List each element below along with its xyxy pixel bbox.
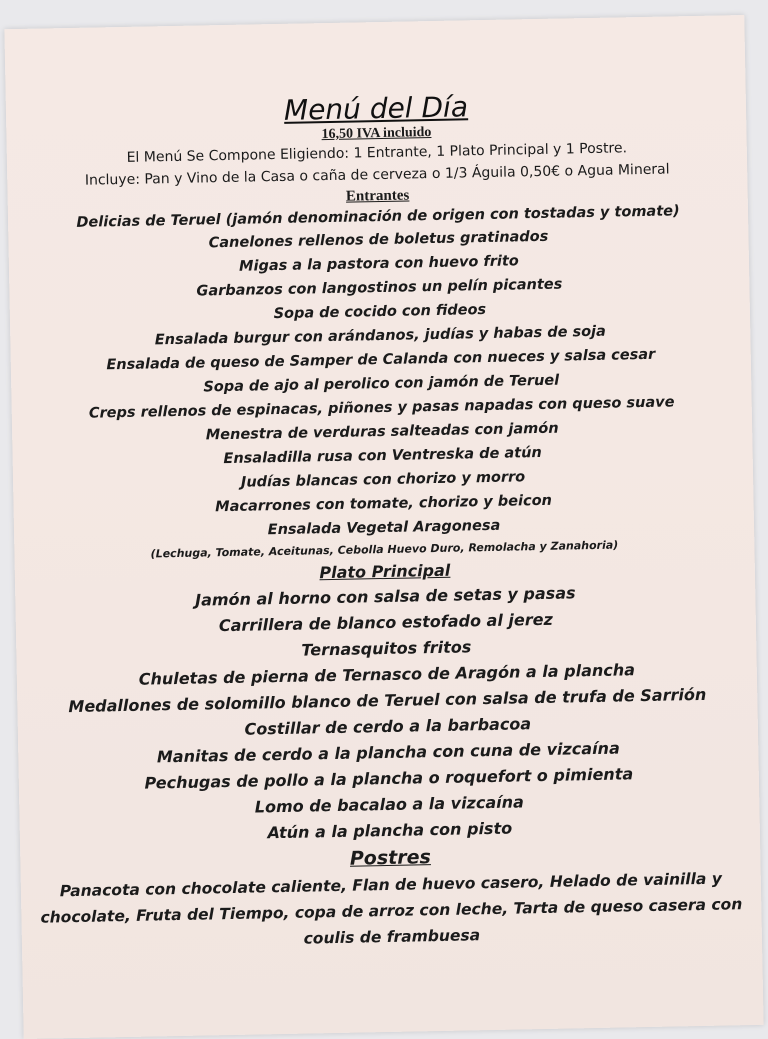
entrante-item: Judías blancas con chorizo y morro (240, 469, 526, 491)
principal-item: Jamón al horno con salsa de setas y pasas (194, 583, 576, 610)
postres-heading: Postres (349, 846, 432, 870)
entrante-item: Ensalada de queso de Samper de Calanda con nueces y salsa cesar (106, 346, 656, 374)
principal-item: Costillar de cerdo a la barbacoa (244, 714, 532, 739)
principal-heading: Plato Principal (319, 560, 451, 583)
principal-item: Medallones de solomillo blanco de Teruel con salsa de trufa de Sarrión (68, 684, 707, 717)
entrante-item: Garbanzos con langostinos un pelín picantes (196, 276, 563, 300)
menu-price: 16,50 IVA incluido (321, 125, 432, 143)
entrante-item: Macarrones con tomate, chorizo y beicon (215, 492, 553, 516)
menu-content (6, 85, 762, 957)
principal-item: Carrillera de blanco estofado al jerez (218, 609, 553, 636)
principal-item: Pechugas de pollo a la plancha o roquefort o pimienta (144, 764, 634, 793)
principal-item: Chuletas de pierna de Ternasco de Aragón a la plancha (138, 660, 636, 689)
postres-text: Panacota con chocolate caliente, Flan de huevo casero, Helado de vainilla y chocolate, Fruta del Tiempo, copa de arroz con leche, Tarta de queso casera con coulis de frambuesa (40, 869, 743, 948)
entrante-item: Delicias de Teruel (jamón denominación de origen con tostadas y tomate) (76, 203, 680, 231)
principal-item: Ternasquitos fritos (301, 637, 472, 660)
principal-item: Lomo de bacalao a la vizcaína (254, 792, 525, 817)
menu-intro-includes: Incluye: Pan y Vino de la Casa o caña de cerveza o 1/3 Águila 0,50€ o Agua Mineral (84, 161, 670, 189)
entrante-note: (Lechuga, Tomate, Aceitunas, Cebolla Huevo Duro, Remolacha y Zanahoria) (150, 538, 619, 561)
entrante-item: Ensaladilla rusa con Ventreska de atún (223, 444, 542, 468)
entrante-item: Ensalada Vegetal Aragonesa (267, 517, 501, 539)
entrantes-heading: Entrantes (345, 187, 410, 205)
entrante-item: Migas a la pastora con huevo frito (238, 253, 519, 275)
entrante-item: Creps rellenos de espinacas, piñones y pasas napadas con queso suave (88, 394, 675, 422)
entrante-item: Canelones rellenos de boletus gratinados (208, 228, 549, 252)
menu-sheet (4, 15, 763, 1039)
principal-item: Manitas de cerdo a la plancha con cuna de vizcaína (156, 738, 620, 767)
entrante-item: Menestra de verduras salteadas con jamón (205, 420, 559, 444)
menu-title: Menú del Día (283, 90, 469, 127)
entrante-item: Ensalada burgur con arándanos, judías y habas de soja (154, 323, 607, 349)
entrante-item: Sopa de cocido con fideos (273, 302, 487, 323)
principal-item: Atún a la plancha con pisto (267, 818, 513, 843)
entrante-item: Sopa de ajo al perolico con jamón de Teruel (203, 372, 560, 396)
menu-intro-composition: El Menú Se Compone Eligiendo: 1 Entrante, 1 Plato Principal y 1 Postre. (126, 140, 628, 166)
